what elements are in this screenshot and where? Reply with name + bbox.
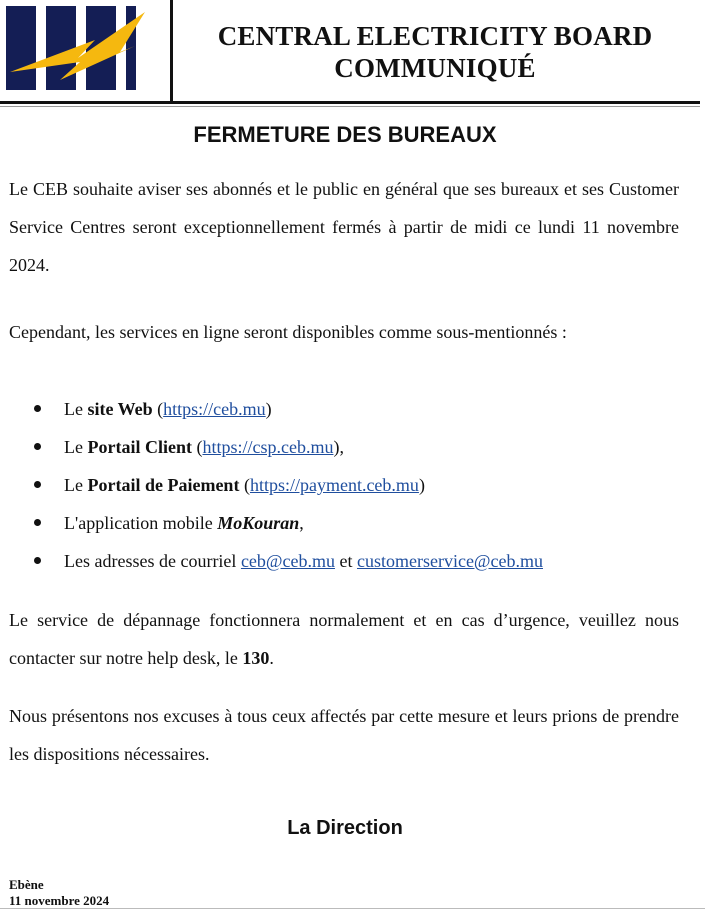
header-title [175, 20, 695, 84]
place: Ebène [9, 877, 44, 892]
bullet-icon [34, 443, 41, 450]
date: 11 novembre 2024 [9, 893, 110, 908]
list-item: L'application mobile MoKouran, [34, 504, 543, 542]
header-divider-horizontal [0, 101, 700, 104]
bullet-icon [34, 519, 41, 526]
paragraph-helpdesk: Le service de dépannage fonctionnera normalement et en cas d’urgence, veuillez nous contacter sur notre help desk, le 130. [9, 610, 679, 668]
email-link-ceb[interactable]: ceb@ceb.mu [240, 551, 335, 571]
paragraph-apology: Nous présentons nos excuses à tous ceux affectés par cette mesure et leurs prions de prendre les dispositions nécessaires. [9, 706, 679, 764]
bullet-icon [34, 405, 41, 412]
header-divider-thin [0, 106, 700, 107]
list-item: Le site Web (https://ceb.mu) [34, 390, 543, 428]
ceb-lightning-logo-icon [0, 0, 170, 100]
signature: La Direction [287, 817, 403, 839]
list-item: Les adresses de courriel ceb@ceb.mu et customerservice@ceb.mu [34, 542, 543, 580]
document-type: COMMUNIQUÉ [334, 53, 536, 83]
website-link[interactable]: https://ceb.mu [163, 399, 266, 419]
paragraph-online-services: Cependant, les services en ligne seront disponibles comme sous-mentionnés : [9, 322, 567, 342]
org-name: CENTRAL ELECTRICITY BOARD [217, 21, 653, 51]
payment-portal-link[interactable]: https://payment.ceb.mu [249, 475, 419, 495]
email-link-customerservice[interactable]: customerservice@ceb.mu [356, 551, 543, 571]
letterhead [0, 0, 700, 104]
services-list [34, 390, 543, 580]
paragraph-closure-notice: Le CEB souhaite aviser ses abonnés et le public en général que ses bureaux et ses Customer Service Centres seront exceptionnellement fermés à partir de midi ce lundi 11 novembre 2024. [9, 179, 679, 275]
bullet-icon [34, 481, 41, 488]
header-divider-vertical [170, 0, 173, 104]
list-item: Le Portail Client (https://csp.ceb.mu), [34, 428, 543, 466]
footer-divider [0, 908, 705, 909]
client-portal-link[interactable]: https://csp.ceb.mu [202, 437, 334, 457]
list-item: Le Portail de Paiement (https://payment.ceb.mu) [34, 466, 543, 504]
place-and-date [9, 877, 109, 909]
helpdesk-number: 130 [242, 648, 270, 668]
bullet-icon [34, 557, 41, 564]
page-title: FERMETURE DES BUREAUX [193, 122, 497, 147]
